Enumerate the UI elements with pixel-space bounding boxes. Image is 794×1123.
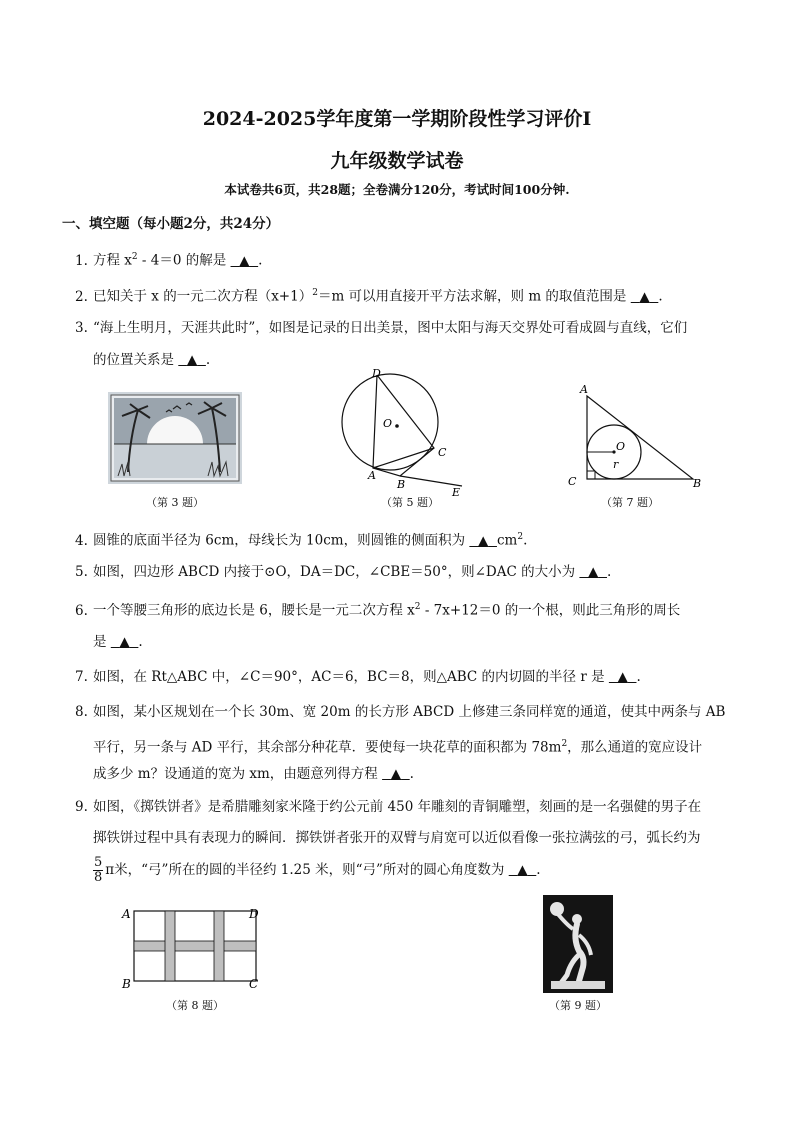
figure-5-caption: （第 5 题） bbox=[381, 496, 439, 509]
fig5-label-C: C bbox=[438, 446, 447, 459]
question-4: 4. 圆锥的底面半径为 6cm，母线长为 10cm，则圆锥的侧面积为 ▲ $cm^2$. bbox=[75, 532, 528, 549]
question-3-line2: 的位置关系是 ▲ . bbox=[93, 352, 211, 368]
fig8-label-C: C bbox=[249, 977, 259, 991]
blank-triangle-mark: ▲ bbox=[239, 252, 250, 269]
question-7: 7. 如图，在 Rt△ABC 中，∠C＝90°，AC＝6，BC＝8，则△ABC 的内切圆的半径 r 是 ▲ . bbox=[75, 669, 641, 685]
question-5: 5. 如图，四边形 ABCD 内接于⊙O，DA＝DC，∠CBE＝50°，则∠DAC 的大小为 ▲ . bbox=[75, 564, 612, 580]
fig5-label-B: B bbox=[397, 478, 406, 491]
blank-triangle-mark: ▲ bbox=[477, 532, 489, 549]
figure-3-caption: （第 3 题） bbox=[146, 496, 204, 509]
exam-note: 本试卷共6页，共28题；全卷满分120分，考试时间100分钟. bbox=[224, 182, 570, 197]
figure-9-discobolus bbox=[543, 895, 613, 993]
question-6: 6. 一个等腰三角形的底边长是 6，腰长是一元二次方程 $x^2 - 7x+12=0$ 的一个根，则此三角形的周长 bbox=[75, 602, 681, 619]
question-6-line2: 是 ▲ . bbox=[93, 634, 143, 650]
page-subtitle: 九年级数学试卷 bbox=[330, 150, 464, 172]
fig7-label-B: B bbox=[693, 477, 702, 490]
answer-blank bbox=[579, 562, 607, 582]
fig8-label-B: B bbox=[122, 977, 131, 991]
figure-5-cyclic-quadrilateral bbox=[335, 364, 475, 496]
fig5-label-D: D bbox=[372, 367, 381, 380]
question-8-line2: 平行，另一条与 AD 平行，其余部分种花草．要使每一块花草的面积都为 $78m^2$，那么通道的宽应设计 bbox=[93, 739, 703, 756]
blank-triangle-mark: ▲ bbox=[186, 352, 198, 368]
blank-triangle-mark: ▲ bbox=[617, 669, 628, 685]
fig7-label-C: C bbox=[568, 475, 577, 488]
section-heading: 一、填空题（每小题2分，共24分） bbox=[62, 216, 280, 232]
question-8: 8. 如图，某小区规划在一个长 30m、宽 20m 的长方形 ABCD 上修建三条同样宽的通道，使其中两条与 AB bbox=[75, 704, 726, 720]
fig7-label-A: A bbox=[580, 383, 588, 396]
figure-7-incircle-triangle bbox=[566, 380, 712, 492]
answer-blank bbox=[231, 251, 259, 271]
blank-triangle-mark: ▲ bbox=[639, 288, 650, 305]
fig8-label-D: D bbox=[249, 907, 259, 921]
fraction-5-8: $\frac{5}{8}$ bbox=[94, 855, 103, 885]
blank-triangle-mark: ▲ bbox=[517, 862, 528, 878]
blank-triangle-mark: ▲ bbox=[390, 766, 402, 782]
figure-7-caption: （第 7 题） bbox=[601, 496, 659, 509]
page-title: 2024-2025学年度第一学期阶段性学习评价Ⅰ bbox=[202, 108, 592, 130]
answer-blank bbox=[509, 860, 537, 880]
answer-blank bbox=[469, 531, 497, 551]
figure-9-caption: （第 9 题） bbox=[549, 999, 607, 1012]
figure-3-sunrise bbox=[108, 392, 242, 484]
answer-blank bbox=[609, 667, 637, 687]
answer-blank bbox=[111, 632, 139, 652]
fig7-label-O: O bbox=[616, 440, 626, 453]
figure-8-caption: （第 8 题） bbox=[166, 999, 224, 1012]
question-3: 3. “海上生明月，天涯共此时”，如图是记录的日出美景，图中太阳与海天交界处可看成圆与直线，它们 bbox=[75, 320, 688, 336]
figure-8-garden-plan bbox=[118, 903, 268, 993]
answer-blank bbox=[178, 350, 206, 370]
fig5-label-O: O bbox=[383, 417, 393, 430]
question-9: 9. 如图，《掷铁饼者》是希腊雕刻家米隆于约公元前 450 年雕刻的青铜雕塑，刻画的是一名强健的男子在 bbox=[75, 799, 702, 815]
question-1: 1. 方程 $x^2 - 4=0$ 的解是 ▲ . bbox=[75, 252, 263, 269]
answer-blank bbox=[382, 764, 410, 784]
blank-triangle-mark: ▲ bbox=[588, 564, 599, 580]
fig5-label-A: A bbox=[368, 469, 376, 482]
fig7-label-r: r bbox=[613, 458, 619, 471]
question-2: 2. 已知关于 x 的一元二次方程$(x+1)^2=m$ 可以用直接开平方法求解，则 m 的取值范围是 ▲ . bbox=[75, 288, 663, 305]
question-9-line3: $\frac{5}{8}$ π米，“弓”所在的圆的半径约 1.25 米，则“弓”所对的圆心角度数为 ▲ . bbox=[94, 855, 541, 885]
fig8-label-A: A bbox=[122, 907, 131, 921]
blank-triangle-mark: ▲ bbox=[119, 634, 130, 650]
fig5-label-E: E bbox=[452, 486, 461, 496]
question-8-line3: 成多少 m？设通道的宽为 xm，由题意列得方程 ▲ . bbox=[93, 766, 414, 782]
question-9-line2: 掷铁饼过程中具有表现力的瞬间．掷铁饼者张开的双臂与肩宽可以近似看像一张拉满弦的弓，弧长约为 bbox=[93, 830, 701, 846]
answer-blank bbox=[631, 287, 659, 307]
